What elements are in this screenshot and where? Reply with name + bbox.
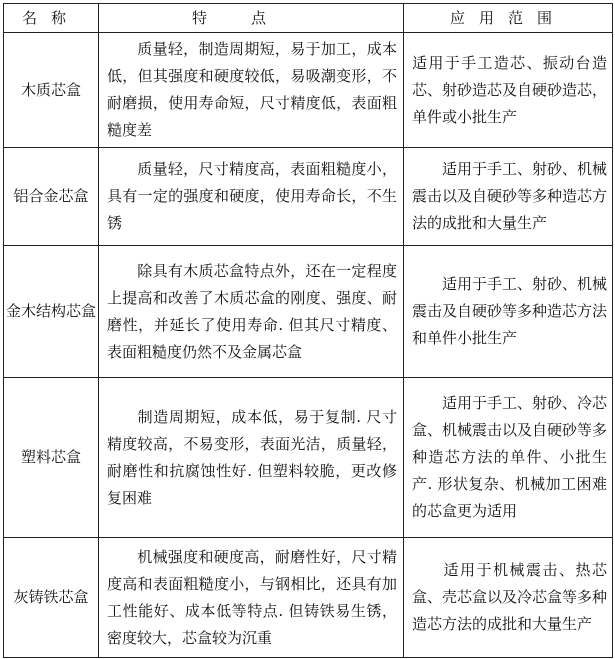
row-application [404, 148, 613, 246]
row-application [404, 538, 613, 658]
row-application-text: 适用于机械震击、热芯盒、壳芯盒以及冷芯盒等多种造芯方法的成批和大量生产 [412, 561, 608, 633]
table-row [4, 33, 613, 148]
table-row [4, 148, 613, 246]
row-features [99, 246, 404, 378]
row-name: 塑料芯盒 [4, 378, 99, 538]
row-features-text: 质量轻，尺寸精度高，表面粗糙度小，具有一定的强度和硬度，使用寿命长，不生锈 [107, 160, 397, 232]
row-application [404, 378, 613, 538]
row-application [404, 33, 613, 148]
table-header [4, 4, 613, 33]
header-application-label: 应用范围 [449, 9, 566, 27]
header-application [404, 4, 613, 33]
row-features [99, 148, 404, 246]
row-name: 金木结构芯盒 [4, 246, 99, 378]
row-application-text: 适用于手工、射砂、冷芯盒、机械震击以及自硬砂等多种造芯方法的单件、小批生产. 形状复杂、机械加工困难的芯盒更为适用 [412, 394, 608, 520]
row-features [99, 33, 404, 148]
row-name: 木质芯盒 [4, 33, 99, 148]
table-row [4, 538, 613, 658]
row-application [404, 246, 613, 378]
row-features-text: 除具有木质芯盒特点外，还在一定程度上提高和改善了木质芯盒的刚度、强度、耐磨性，并延长了使用寿命. 但其尺寸精度、表面粗糙度仍然不及金属芯盒 [107, 261, 397, 361]
row-application-text: 适用于手工造芯、振动台造芯、射砂造芯及自硬砂造芯，单件或小批生产 [412, 53, 608, 126]
table-row [4, 246, 613, 378]
row-features-text: 制造周期短，成本低，易于复制. 尺寸精度较高，不易变形，表面光洁，质量轻，耐磨性和抗腐蚀性好. 但塑料较脆，更改修复困难 [107, 407, 397, 507]
table-row [4, 378, 613, 538]
header-features [99, 4, 404, 33]
row-features-text: 机械强度和硬度高，耐磨性好，尺寸精度高和表面粗糙度小，与钢相比，还具有加工性能好、成本低等特点. 但铸铁易生锈，密度较大，芯盒较为沉重 [107, 547, 397, 647]
header-features-label: 特点 [191, 9, 310, 27]
row-application-text: 适用于手工、射砂、机械震击及自硬砂等多种造芯方法和单件小批生产 [412, 275, 608, 347]
core-box-comparison-table [3, 3, 613, 658]
row-name: 灰铸铁芯盒 [4, 538, 99, 658]
row-application-text: 适用于手工、射砂、机械震击以及自硬砂等多种造芯方法的成批和大量生产 [412, 160, 608, 232]
row-features-text: 质量轻，制造周期短，易于加工，成本低，但其强度和硬度较低，易吸潮变形，不耐磨损，使用寿命短，尺寸精度低，表面粗糙度差 [107, 40, 397, 139]
row-features [99, 538, 404, 658]
row-features [99, 378, 404, 538]
row-name: 铝合金芯盒 [4, 148, 99, 246]
header-name-label: 名称 [21, 9, 80, 27]
table-body [4, 33, 613, 658]
header-name [4, 4, 99, 33]
header-row [4, 4, 613, 33]
